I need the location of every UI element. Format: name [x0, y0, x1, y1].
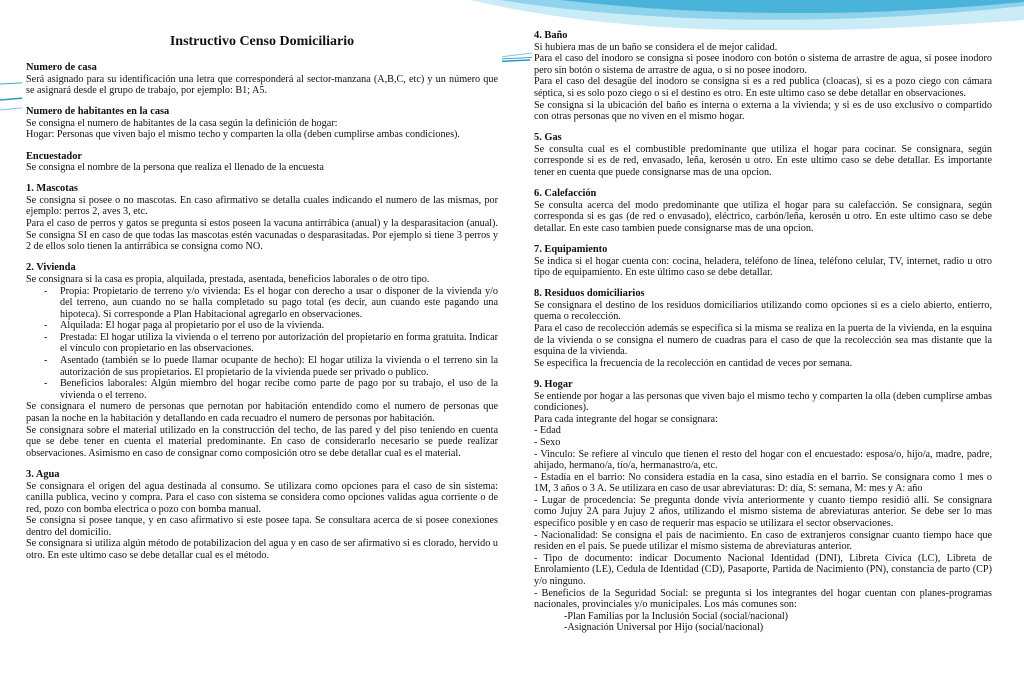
section-heading: 2. Vivienda [26, 262, 76, 274]
paragraph: Se consigna el nombre de la persona que realiza el llenado de la encuesta [26, 162, 324, 174]
paragraph: Se consignara si utiliza algún método de potabilizacion del agua y en caso de ser afirmativo si es clorado, hervido u otro. En este ultimo caso se debe detallar cual es el método. [26, 538, 498, 562]
vivienda-list [26, 286, 498, 402]
section-gas [534, 132, 992, 178]
paragraph: Será asignado para su identificación una letra que corresponderá al sector-manzana (A,B,C, etc) y un número que se asignará desde el grupo de trabajo, por ejemplo: B1; A5. [26, 73, 498, 97]
list-item: - Propia: Propietario de terreno y/o vivienda: Es el hogar con derecho a usar o disponer de la vivienda y/o del terreno, aun cuando no se halla completado su pago total (es decir, aun cuando este pagando una hipoteca). Si corresponde a Plan Habitacional agregarlo en observaciones. [26, 286, 498, 321]
section-agua [26, 469, 498, 562]
paragraph: Se consigna si posee o no mascotas. En caso afirmativo se detalla cuales indicando el numero de las mismas, por ejemplo: perros 2, aves 3, etc. [26, 194, 498, 218]
list-line: - Vinculo: Se refiere al vinculo que tienen el resto del hogar con el encuestado: esposa/o, hijo/a, madre, padre, ahijado, hermano/a, tío/a, hermanastro/a, etc. [534, 448, 992, 472]
section-heading: 8. Residuos domiciliarios [534, 288, 645, 300]
section-heading: 3. Agua [26, 468, 60, 480]
section-equipamiento [534, 244, 992, 279]
left-page [22, 30, 502, 658]
list-item: - Alquilada: El hogar paga al propietario por el uso de la vivienda. [26, 320, 498, 332]
paragraph: Para el caso de perros y gatos se pregunta si estos poseen la vacuna antirrábica (anual) y la desparasitacion (anual). Se consigna SI en caso de que todas las mascotas estén vacunadas o desparasitadas. Por ejemplo si tiene 3 perros y 2 de ellos solo tienen la antirrábica se consigna como NO. [26, 218, 498, 253]
paragraph: Se consignara el destino de los residuos domiciliarios utilizando como opciones si es a cielo abierto, entierro, quema o recolección. [534, 299, 992, 323]
section-heading: Encuestador [26, 150, 82, 162]
benefit-line: -Asignación Universal por Hijo (social/nacional) [564, 622, 764, 634]
list-line: - Sexo [534, 436, 561, 448]
section-heading: Numero de casa [26, 62, 97, 73]
list-item: - Beneficios laborales: Algún miembro del hogar recibe como parte de pago por su trabajo, el uso de la vivienda o el terreno. [26, 378, 498, 401]
section-heading: Numero de habitantes en la casa [26, 106, 170, 118]
section-vivienda [26, 262, 498, 459]
section-heading: 6. Calefacción [534, 188, 597, 200]
section-hogar [534, 379, 992, 634]
paragraph: Se consignara sobre el material utilizado en la construcción del techo, de las pared y del piso teniendo en cuenta que se debe tener en cuenta el material predominante. En caso de considerarlo necesario se puede realizar observaciones. Asimismo en caso de consignar como composición otro se debe detallar cual es el material. [26, 424, 498, 459]
section-heading: 9. Hogar [534, 378, 573, 390]
paragraph: Se consigna si la ubicación del baño es interna o externa a la vivienda; y si es de uso exclusivo o compartido con otras personas que no viven en el mismo hogar. [534, 99, 992, 123]
paragraph: Se indica si el hogar cuenta con: cocina, heladera, teléfono de línea, teléfono celular, TV, internet, radio u otro tipo de equipamiento. En este último caso se debe detallar. [534, 255, 992, 279]
paragraph: Si hubiera mas de un baño se considera el de mejor calidad. [534, 41, 778, 53]
paragraph: Se consignara si la casa es propia, alquilada, prestada, asentada, beneficios laborales o de otro tipo. [26, 273, 430, 285]
section-encuestador [26, 151, 498, 174]
paragraph: Se entiende por hogar a las personas que viven bajo el mismo techo y comparten la olla (deben cumplirse ambas condiciones). [534, 390, 993, 414]
section-heading: 5. Gas [534, 132, 562, 144]
paragraph: Hogar: Personas que viven bajo el mismo techo y comparten la olla (deben cumplirse ambas condiciones). [26, 129, 460, 141]
paragraph: Se consulta cual es el combustible predominante que utiliza el hogar para cocinar. Se consignara, según corresponde si es de red, envasado, leña, kerosén u otro. En este ultimo caso se debe detallar. Es importante tener en cuenta que puede consignarse mas de una opcion. [534, 143, 992, 179]
section-bano [534, 30, 992, 123]
list-line: - Tipo de documento: indicar Documento Nacional Identidad (DNI), Libreta Cívica (LC), Libreta de Enrolamiento (LE), Cedula de Identidad (CD), Pasaporte, Partida de Nacimiento (PN), constancia de parto (CP) y/o ninguno. [534, 552, 992, 588]
section-habitantes [26, 106, 498, 141]
paragraph: Se consulta acerca del modo predominante que utiliza el hogar para su calefacción. Se consignara, según corresponda si es gas (de red o envasado), eléctrico, carbón/leña, kerosén u otro. En este ultimo caso se debe detallar. En este caso tambien puede consignarse mas de una opcion. [534, 199, 992, 234]
list-line: - Beneficios de la Seguridad Social: se pregunta si los integrantes del hogar cuentan con planes-programas nacionales, provinciales y/o municipales. Los más comunes son: [534, 587, 992, 611]
section-calefaccion [534, 188, 992, 234]
paragraph: Se consignara el numero de personas que pernotan por habitación entendido como el numero de personas que pasan la noche en la habitación y detallando en cada recuadro el numero de personas por habitación. [26, 401, 498, 425]
section-residuos [534, 288, 992, 369]
paragraph: Se especifica la frecuencia de la recolección en cantidad de veces por semana. [534, 357, 853, 369]
paragraph: Para cada integrante del hogar se consignara: [534, 413, 718, 425]
paragraph: Se consignara el origen del agua destinada al consumo. Se utilizara como opciones para el caso de sin sistema: canilla publica, vecino y compra. Para el caso con sistema se considera como opciones validas agua corriente o de red, pozo con bomba electrica o pozo con bomba manual. [26, 480, 498, 515]
list-item: - Prestada: El hogar utiliza la vivienda o el terreno por autorización del propietario en forma gratuita. Indicar el vínculo con propietario en las observaciones. [26, 332, 498, 355]
paragraph: Se consigna el numero de habitantes de la casa según la definición de hogar: [26, 117, 338, 129]
list-line: - Edad [534, 425, 561, 437]
list-item: - Asentado (también se lo puede llamar ocupante de hecho): El hogar utiliza la vivienda o el terreno sin la autorización de sus propietarios. El propietario de la vivienda puede ser privado o publico. [26, 355, 498, 378]
section-heading: 4. Baño [534, 30, 568, 41]
section-heading: 7. Equipamiento [534, 244, 608, 255]
list-line: - Nacionalidad: Se consigna el país de nacimiento. En caso de extranjeros consignar cuanto tiempo hace que residen en el país. Se puede utilizar el mismo sistema de abreviaturas anterior. [534, 529, 992, 553]
section-mascotas [26, 183, 498, 253]
list-line: - Lugar de procedencia: Se pregunta donde vivía anteriormente y cuanto tiempo residió allí. Se consignara como Jujuy 2A para Jujuy 2 años, utilizando el mismo sistema de abreviaturas anterior. Se debe ser lo mas especifico posible y en caso de requerir mas espacio se utilizara el sector observaciones. [534, 494, 992, 530]
section-numero-casa [26, 62, 498, 97]
benefit-line: -Plan Familias por la Inclusión Social (social/nacional) [564, 610, 789, 622]
document-title: Instructivo Censo Domiciliario [169, 34, 355, 49]
list-line: - Estadía en el barrio: No considera estadía en la casa, sino estadía en el barrio. Se consignara como 1 mes o 1M, 3 años o 3 A. Se utilizara en caso de usar abreviaturas: D: día, S: semana, M: mes y A: año [534, 471, 992, 495]
paragraph: Se consigna si posee tanque, y en caso afirmativo si este posee tapa. Se consultara acerca de si posee conexiones dentro del domicilio. [26, 515, 498, 538]
paragraph: Para el caso del desagüe del inodoro se consigna si es a red publica (cloacas), si es a pozo ciego con cámara séptica, si es solo pozo ciego o si el destino es otro. En este ultimo caso se debe detallar en observaciones. [534, 76, 992, 99]
paragraph: Para el caso de recolección además se especifica si la misma se realiza en la puerta de la vivienda, en la esquina de la vivienda o se consigna el numero de cuadras para el caso de que la recolección sea mas distante que la esquina de la vivienda. [534, 323, 992, 358]
right-page [532, 30, 994, 658]
paragraph: Para el caso del inodoro se consigna si posee inodoro con botón o sistema de arrastre de agua, si posee inodoro pero sin botón o sistema de arrastre de agua, o si no posee inodoro. [534, 53, 992, 76]
section-heading: 1. Mascotas [26, 183, 78, 195]
